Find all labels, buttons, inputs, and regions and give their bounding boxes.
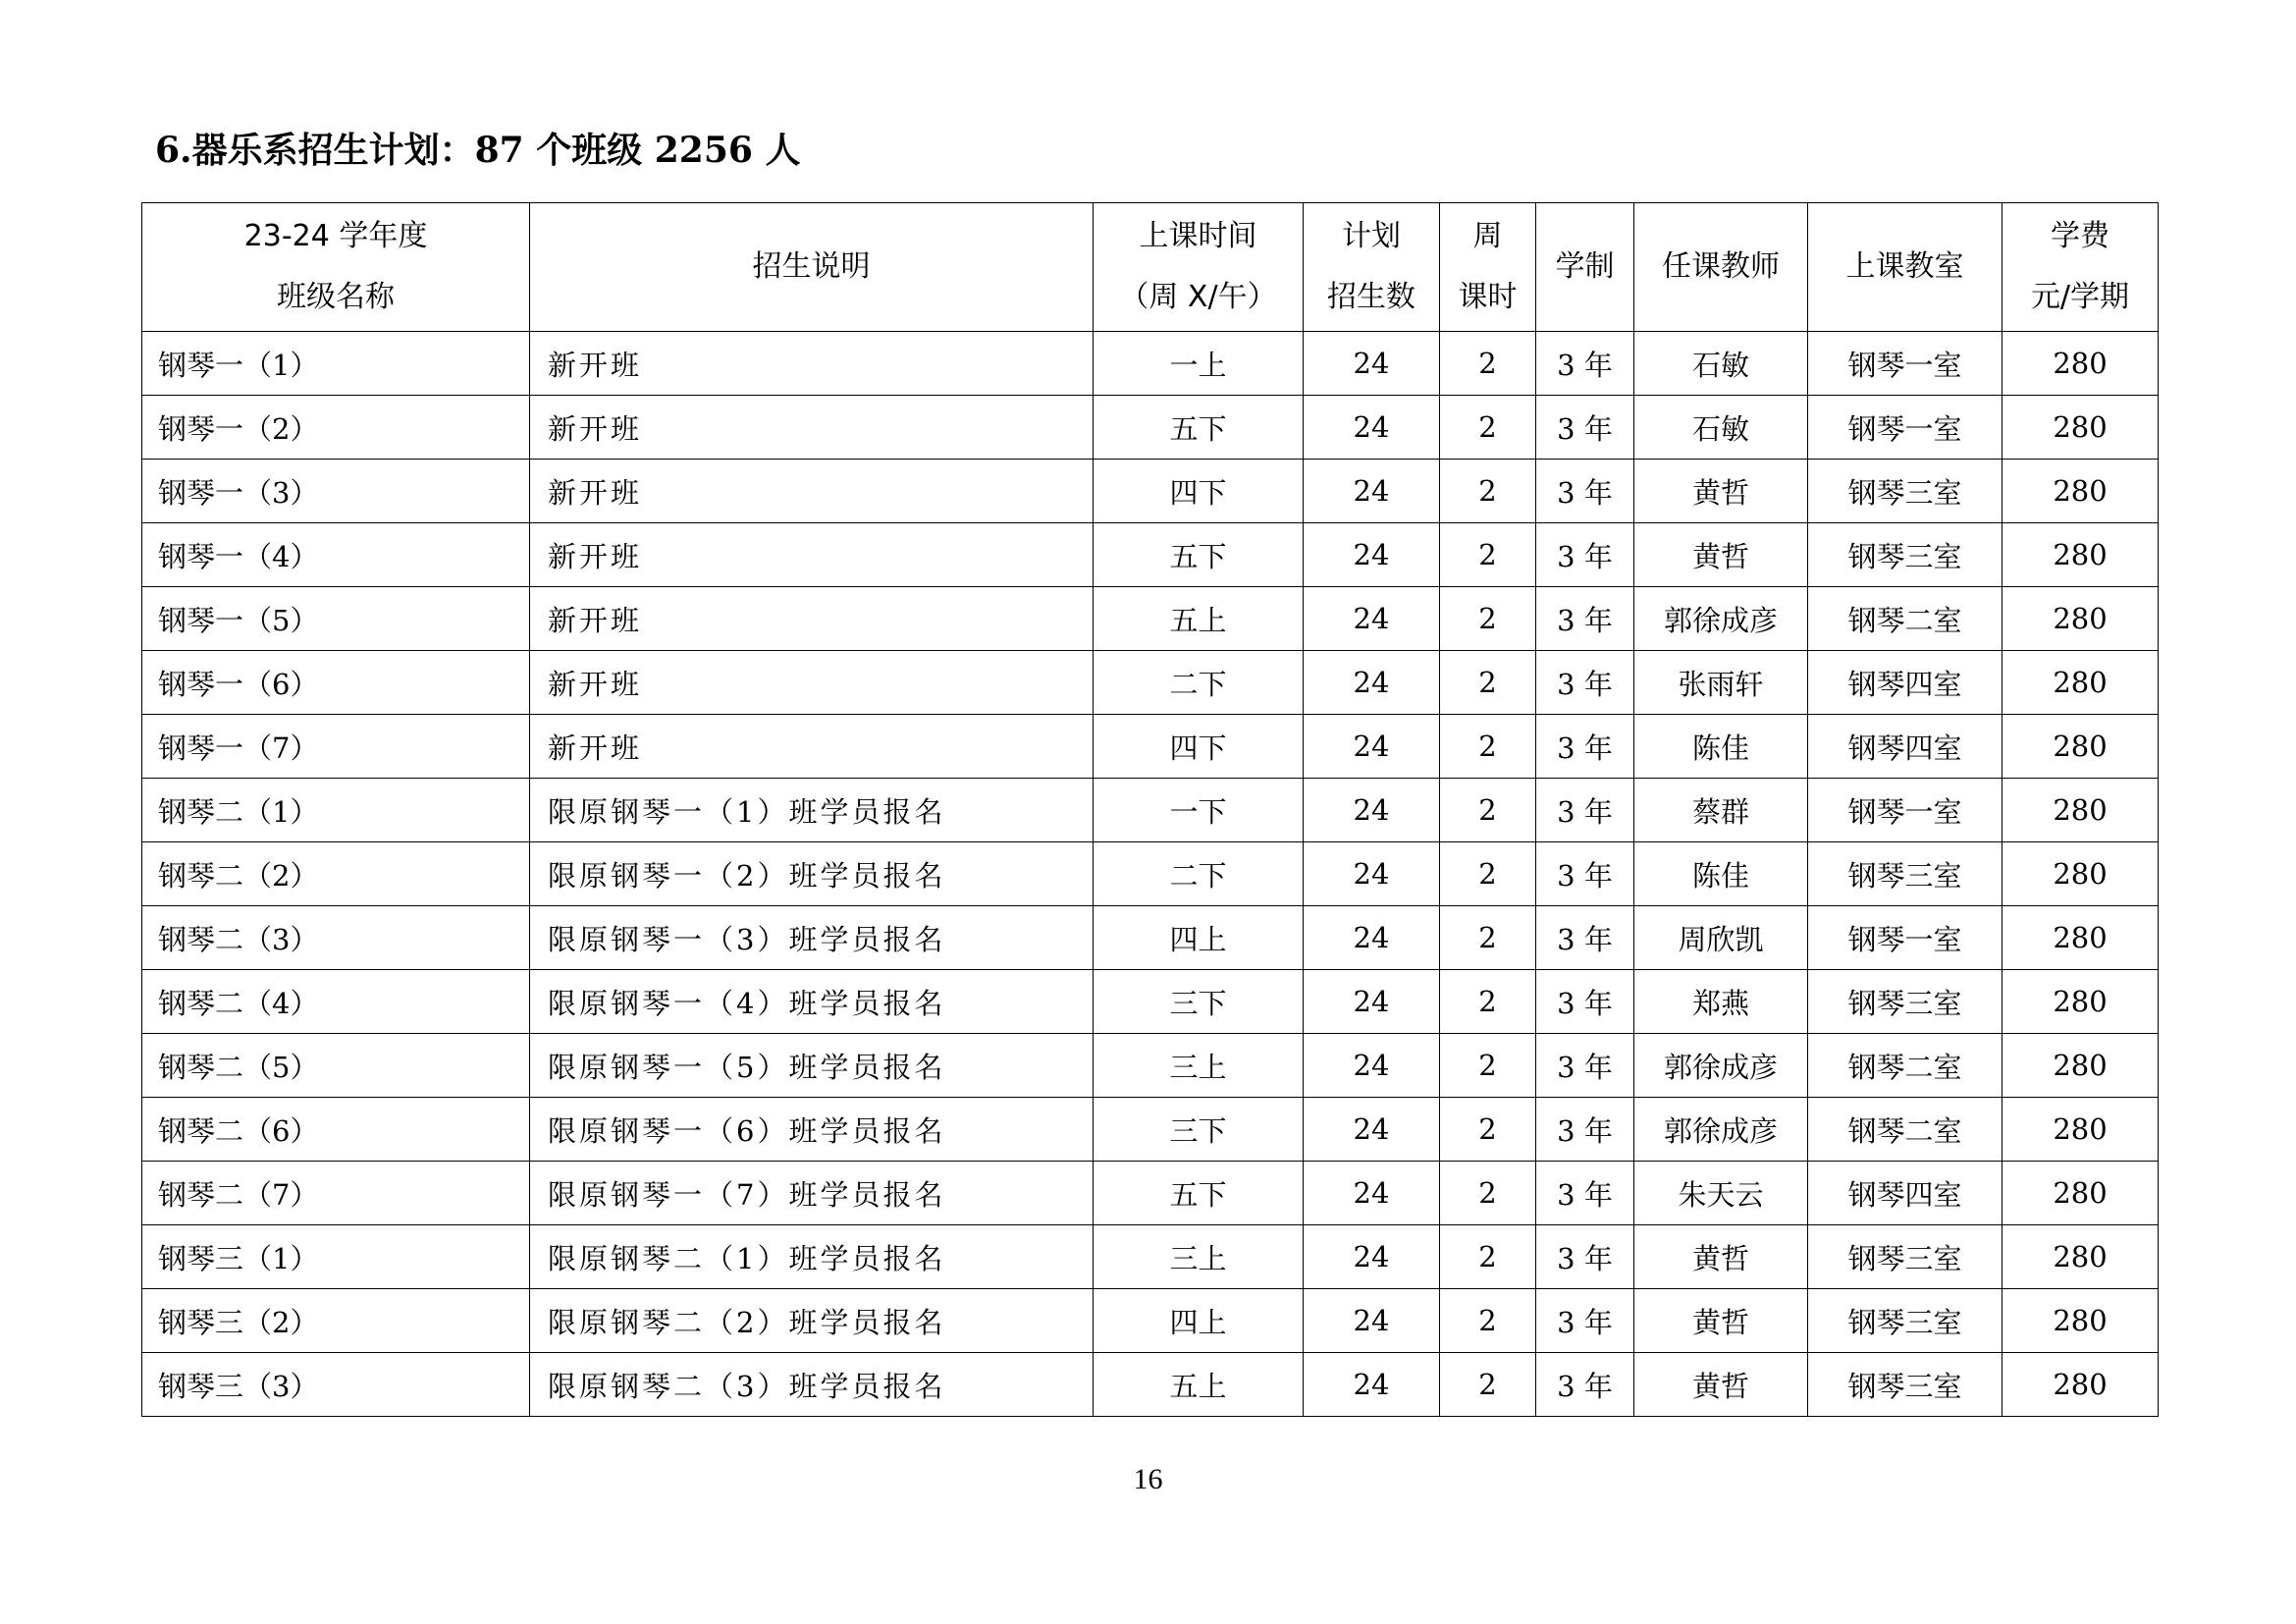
classroom-cell: 钢琴三室 — [1808, 1225, 2002, 1289]
teacher-cell: 石敏 — [1634, 332, 1808, 396]
weekly-hours-cell: 2 — [1440, 970, 1536, 1034]
class-time-cell: 三下 — [1094, 970, 1304, 1034]
table-row — [142, 842, 2159, 906]
table-row — [142, 332, 2159, 396]
tuition-cell: 280 — [2002, 651, 2159, 715]
duration-cell: 3 年 — [1536, 460, 1634, 523]
table-row — [142, 1034, 2159, 1098]
weekly-hours-cell: 2 — [1440, 906, 1536, 970]
weekly-hours-cell: 2 — [1440, 1353, 1536, 1417]
header-weekly-hours: 周 课时 — [1440, 203, 1536, 332]
teacher-cell: 郑燕 — [1634, 970, 1808, 1034]
class-name-cell: 钢琴二（7） — [142, 1162, 530, 1225]
teacher-cell: 周欣凯 — [1634, 906, 1808, 970]
description-cell: 新开班 — [530, 651, 1094, 715]
duration-cell: 3 年 — [1536, 1353, 1634, 1417]
duration-cell: 3 年 — [1536, 779, 1634, 842]
table-row — [142, 970, 2159, 1034]
table-row — [142, 906, 2159, 970]
teacher-cell: 陈佳 — [1634, 842, 1808, 906]
weekly-hours-cell: 2 — [1440, 396, 1536, 460]
duration-cell: 3 年 — [1536, 1289, 1634, 1353]
tuition-cell: 280 — [2002, 1162, 2159, 1225]
planned-enrollment-cell: 24 — [1304, 1289, 1440, 1353]
classroom-cell: 钢琴二室 — [1808, 1034, 2002, 1098]
classroom-cell: 钢琴三室 — [1808, 970, 2002, 1034]
class-name-cell: 钢琴二（3） — [142, 906, 530, 970]
teacher-cell: 朱天云 — [1634, 1162, 1808, 1225]
weekly-hours-cell: 2 — [1440, 842, 1536, 906]
enrollment-plan-table — [141, 202, 2159, 1417]
planned-enrollment-cell: 24 — [1304, 842, 1440, 906]
classroom-cell: 钢琴四室 — [1808, 715, 2002, 779]
class-name-cell: 钢琴三（2） — [142, 1289, 530, 1353]
duration-cell: 3 年 — [1536, 523, 1634, 587]
class-time-cell: 五上 — [1094, 1353, 1304, 1417]
duration-cell: 3 年 — [1536, 396, 1634, 460]
planned-enrollment-cell: 24 — [1304, 906, 1440, 970]
description-cell: 限原钢琴二（2）班学员报名 — [530, 1289, 1094, 1353]
header-duration: 学制 — [1536, 203, 1634, 332]
header-description: 招生说明 — [530, 203, 1094, 332]
description-cell: 限原钢琴一（6）班学员报名 — [530, 1098, 1094, 1162]
teacher-cell: 陈佳 — [1634, 715, 1808, 779]
classroom-cell: 钢琴二室 — [1808, 1098, 2002, 1162]
class-name-cell: 钢琴二（2） — [142, 842, 530, 906]
description-cell: 限原钢琴一（4）班学员报名 — [530, 970, 1094, 1034]
weekly-hours-cell: 2 — [1440, 460, 1536, 523]
class-name-cell: 钢琴一（7） — [142, 715, 530, 779]
tuition-cell: 280 — [2002, 1289, 2159, 1353]
class-name-cell: 钢琴一（3） — [142, 460, 530, 523]
tuition-cell: 280 — [2002, 1034, 2159, 1098]
weekly-hours-cell: 2 — [1440, 1162, 1536, 1225]
class-name-cell: 钢琴一（2） — [142, 396, 530, 460]
duration-cell: 3 年 — [1536, 1034, 1634, 1098]
weekly-hours-cell: 2 — [1440, 779, 1536, 842]
planned-enrollment-cell: 24 — [1304, 1162, 1440, 1225]
table-row — [142, 1225, 2159, 1289]
teacher-cell: 张雨轩 — [1634, 651, 1808, 715]
classroom-cell: 钢琴三室 — [1808, 1289, 2002, 1353]
page-title: 6.器乐系招生计划：87 个班级 2256 人 — [155, 130, 801, 171]
duration-cell: 3 年 — [1536, 715, 1634, 779]
classroom-cell: 钢琴三室 — [1808, 1353, 2002, 1417]
planned-enrollment-cell: 24 — [1304, 1098, 1440, 1162]
table-row — [142, 715, 2159, 779]
table-row — [142, 1353, 2159, 1417]
class-time-cell: 五上 — [1094, 587, 1304, 651]
classroom-cell: 钢琴三室 — [1808, 842, 2002, 906]
tuition-cell: 280 — [2002, 1098, 2159, 1162]
classroom-cell: 钢琴二室 — [1808, 587, 2002, 651]
header-teacher: 任课教师 — [1634, 203, 1808, 332]
classroom-cell: 钢琴三室 — [1808, 523, 2002, 587]
class-name-cell: 钢琴一（4） — [142, 523, 530, 587]
tuition-cell: 280 — [2002, 523, 2159, 587]
header-classroom: 上课教室 — [1808, 203, 2002, 332]
planned-enrollment-cell: 24 — [1304, 651, 1440, 715]
classroom-cell: 钢琴一室 — [1808, 396, 2002, 460]
tuition-cell: 280 — [2002, 715, 2159, 779]
teacher-cell: 郭徐成彦 — [1634, 587, 1808, 651]
description-cell: 限原钢琴一（1）班学员报名 — [530, 779, 1094, 842]
description-cell: 限原钢琴二（3）班学员报名 — [530, 1353, 1094, 1417]
description-cell: 新开班 — [530, 396, 1094, 460]
class-time-cell: 四上 — [1094, 906, 1304, 970]
weekly-hours-cell: 2 — [1440, 332, 1536, 396]
description-cell: 新开班 — [530, 523, 1094, 587]
classroom-cell: 钢琴三室 — [1808, 460, 2002, 523]
planned-enrollment-cell: 24 — [1304, 396, 1440, 460]
classroom-cell: 钢琴四室 — [1808, 651, 2002, 715]
class-name-cell: 钢琴二（4） — [142, 970, 530, 1034]
table-row — [142, 460, 2159, 523]
description-cell: 新开班 — [530, 332, 1094, 396]
teacher-cell: 郭徐成彦 — [1634, 1034, 1808, 1098]
tuition-cell: 280 — [2002, 779, 2159, 842]
class-name-cell: 钢琴一（5） — [142, 587, 530, 651]
planned-enrollment-cell: 24 — [1304, 1353, 1440, 1417]
tuition-cell: 280 — [2002, 460, 2159, 523]
weekly-hours-cell: 2 — [1440, 1225, 1536, 1289]
class-time-cell: 三上 — [1094, 1225, 1304, 1289]
table-row — [142, 523, 2159, 587]
weekly-hours-cell: 2 — [1440, 651, 1536, 715]
header-tuition: 学费 元/学期 — [2002, 203, 2159, 332]
class-name-cell: 钢琴三（3） — [142, 1353, 530, 1417]
description-cell: 限原钢琴一（3）班学员报名 — [530, 906, 1094, 970]
teacher-cell: 黄哲 — [1634, 1353, 1808, 1417]
header-class-time: 上课时间 （周 X/午） — [1094, 203, 1304, 332]
teacher-cell: 黄哲 — [1634, 460, 1808, 523]
classroom-cell: 钢琴一室 — [1808, 332, 2002, 396]
duration-cell: 3 年 — [1536, 587, 1634, 651]
planned-enrollment-cell: 24 — [1304, 1225, 1440, 1289]
class-name-cell: 钢琴一（6） — [142, 651, 530, 715]
class-time-cell: 三上 — [1094, 1034, 1304, 1098]
teacher-cell: 黄哲 — [1634, 1289, 1808, 1353]
class-name-cell: 钢琴二（5） — [142, 1034, 530, 1098]
table-row — [142, 779, 2159, 842]
class-name-cell: 钢琴三（1） — [142, 1225, 530, 1289]
planned-enrollment-cell: 24 — [1304, 523, 1440, 587]
weekly-hours-cell: 2 — [1440, 1034, 1536, 1098]
table-body — [142, 332, 2159, 1417]
tuition-cell: 280 — [2002, 842, 2159, 906]
duration-cell: 3 年 — [1536, 651, 1634, 715]
tuition-cell: 280 — [2002, 1225, 2159, 1289]
tuition-cell: 280 — [2002, 587, 2159, 651]
planned-enrollment-cell: 24 — [1304, 1034, 1440, 1098]
description-cell: 限原钢琴一（2）班学员报名 — [530, 842, 1094, 906]
tuition-cell: 280 — [2002, 396, 2159, 460]
class-time-cell: 五下 — [1094, 1162, 1304, 1225]
duration-cell: 3 年 — [1536, 1225, 1634, 1289]
header-planned-enrollment: 计划 招生数 — [1304, 203, 1440, 332]
description-cell: 新开班 — [530, 460, 1094, 523]
table-row — [142, 1162, 2159, 1225]
duration-cell: 3 年 — [1536, 1162, 1634, 1225]
weekly-hours-cell: 2 — [1440, 523, 1536, 587]
classroom-cell: 钢琴四室 — [1808, 1162, 2002, 1225]
teacher-cell: 蔡群 — [1634, 779, 1808, 842]
description-cell: 限原钢琴二（1）班学员报名 — [530, 1225, 1094, 1289]
classroom-cell: 钢琴一室 — [1808, 906, 2002, 970]
duration-cell: 3 年 — [1536, 1098, 1634, 1162]
table-row — [142, 651, 2159, 715]
teacher-cell: 黄哲 — [1634, 523, 1808, 587]
class-time-cell: 二下 — [1094, 842, 1304, 906]
class-time-cell: 三下 — [1094, 1098, 1304, 1162]
planned-enrollment-cell: 24 — [1304, 779, 1440, 842]
duration-cell: 3 年 — [1536, 842, 1634, 906]
tuition-cell: 280 — [2002, 970, 2159, 1034]
table-row — [142, 587, 2159, 651]
teacher-cell: 石敏 — [1634, 396, 1808, 460]
description-cell: 限原钢琴一（7）班学员报名 — [530, 1162, 1094, 1225]
description-cell: 限原钢琴一（5）班学员报名 — [530, 1034, 1094, 1098]
weekly-hours-cell: 2 — [1440, 587, 1536, 651]
page-number: 16 — [1133, 1463, 1163, 1495]
header-class-name: 23-24 学年度 班级名称 — [142, 203, 530, 332]
class-time-cell: 二下 — [1094, 651, 1304, 715]
duration-cell: 3 年 — [1536, 332, 1634, 396]
class-time-cell: 五下 — [1094, 396, 1304, 460]
class-time-cell: 五下 — [1094, 523, 1304, 587]
description-cell: 新开班 — [530, 715, 1094, 779]
description-cell: 新开班 — [530, 587, 1094, 651]
class-name-cell: 钢琴二（1） — [142, 779, 530, 842]
class-time-cell: 四下 — [1094, 715, 1304, 779]
planned-enrollment-cell: 24 — [1304, 715, 1440, 779]
class-time-cell: 一下 — [1094, 779, 1304, 842]
tuition-cell: 280 — [2002, 906, 2159, 970]
table-row — [142, 396, 2159, 460]
class-name-cell: 钢琴二（6） — [142, 1098, 530, 1162]
weekly-hours-cell: 2 — [1440, 1289, 1536, 1353]
class-time-cell: 四下 — [1094, 460, 1304, 523]
duration-cell: 3 年 — [1536, 970, 1634, 1034]
table-header-row — [142, 203, 2159, 332]
duration-cell: 3 年 — [1536, 906, 1634, 970]
table-row — [142, 1098, 2159, 1162]
teacher-cell: 黄哲 — [1634, 1225, 1808, 1289]
tuition-cell: 280 — [2002, 1353, 2159, 1417]
table-row — [142, 1289, 2159, 1353]
tuition-cell: 280 — [2002, 332, 2159, 396]
weekly-hours-cell: 2 — [1440, 715, 1536, 779]
class-name-cell: 钢琴一（1） — [142, 332, 530, 396]
planned-enrollment-cell: 24 — [1304, 332, 1440, 396]
planned-enrollment-cell: 24 — [1304, 970, 1440, 1034]
class-time-cell: 四上 — [1094, 1289, 1304, 1353]
classroom-cell: 钢琴一室 — [1808, 779, 2002, 842]
planned-enrollment-cell: 24 — [1304, 587, 1440, 651]
weekly-hours-cell: 2 — [1440, 1098, 1536, 1162]
teacher-cell: 郭徐成彦 — [1634, 1098, 1808, 1162]
planned-enrollment-cell: 24 — [1304, 460, 1440, 523]
class-time-cell: 一上 — [1094, 332, 1304, 396]
